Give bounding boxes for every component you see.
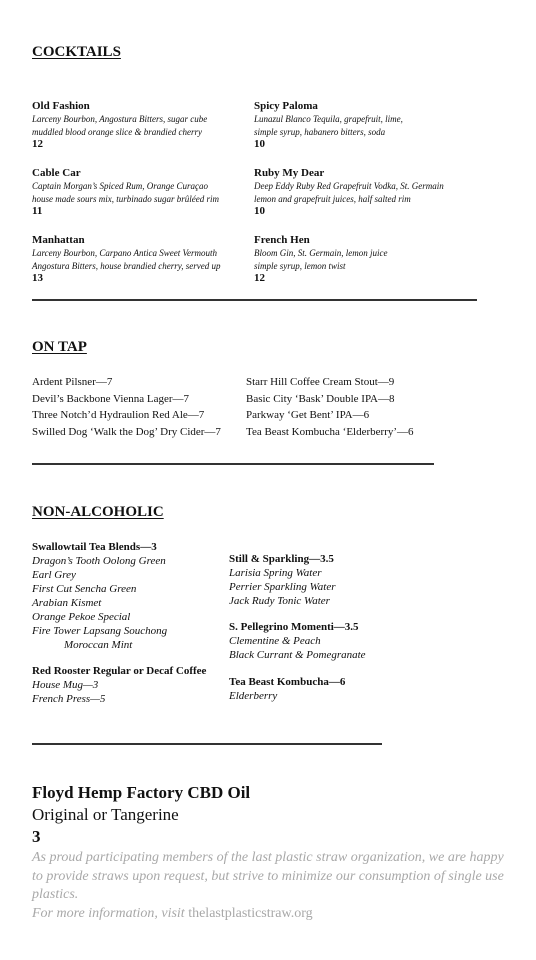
cocktail-manhattan: [32, 233, 272, 285]
tap-item: Basic City ‘Bask’ Double IPA—8: [246, 392, 395, 405]
non-alcoholic-heading: NON-ALCOHOLIC: [32, 504, 164, 520]
cocktail-desc: Lunazul Blanco Tequila, grapefruit, lime,: [254, 114, 403, 124]
tap-list-right: [246, 374, 414, 440]
straw-note-info-prefix: For more information, visit: [32, 905, 189, 921]
cbd-price: 3: [32, 827, 41, 846]
cbd-title: Floyd Hemp Factory CBD Oil: [32, 783, 251, 802]
section-divider: [32, 743, 382, 745]
cocktails-heading: COCKTAILS: [32, 44, 121, 60]
cocktail-desc: Larceny Bourbon, Angostura Bitters, sugar cube: [32, 114, 208, 124]
cocktail-desc: simple syrup, lemon twist: [254, 260, 346, 271]
tap-item: Tea Beast Kombucha ‘Elderberry’—6: [246, 425, 414, 438]
cocktail-price: 10: [254, 138, 265, 150]
water-item: Perrier Sparkling Water: [229, 581, 336, 593]
tea-item: Arabian Kismet: [32, 597, 102, 609]
coffee-group: [32, 664, 206, 706]
cocktail-french-hen: [254, 233, 494, 285]
pellegrino-item: Black Currant & Pomegranate: [229, 649, 366, 661]
tea-item: First Cut Sencha Green: [32, 583, 137, 595]
cocktail-price: 12: [254, 272, 265, 284]
coffee-item: French Press—5: [32, 693, 106, 705]
tea-blends-heading: Swallowtail Tea Blends—3: [32, 541, 157, 553]
tap-item: Devil’s Backbone Vienna Lager—7: [32, 392, 190, 405]
kombucha-heading: Tea Beast Kombucha—6: [229, 676, 346, 688]
tap-list-left: [32, 374, 221, 440]
cocktail-desc: Larceny Bourbon, Carpano Antica Sweet Vermouth: [32, 248, 217, 258]
straw-note: [32, 849, 512, 923]
cocktail-name: Cable Car: [32, 167, 81, 179]
tap-item: Ardent Pilsner—7: [32, 376, 113, 388]
cocktail-price: 12: [32, 138, 43, 150]
cocktail-desc: lemon and grapefruit juices, half salted rim: [254, 193, 411, 204]
cocktail-desc: Angostura Bitters, house brandied cherry, served up: [32, 260, 221, 271]
cocktail-name: Manhattan: [32, 234, 85, 246]
cocktail-name: Spicy Paloma: [254, 100, 318, 112]
tap-item: Three Notch’d Hydraulion Red Ale—7: [32, 409, 205, 421]
tap-item: Starr Hill Coffee Cream Stout—9: [246, 376, 395, 388]
straw-note-info: [32, 905, 512, 924]
straw-org-link[interactable]: thelastplasticstraw.org: [188, 905, 313, 921]
cocktail-desc: Captain Morgan’s Spiced Rum, Orange Curaçao: [32, 181, 208, 191]
tea-item: Orange Pekoe Special: [32, 611, 131, 623]
kombucha-item: Elderberry: [229, 690, 278, 702]
water-item: Jack Rudy Tonic Water: [229, 595, 330, 607]
cocktail-price: 11: [32, 205, 43, 217]
cocktail-name: Old Fashion: [32, 100, 90, 112]
pellegrino-heading: S. Pellegrino Momenti—3.5: [229, 621, 359, 633]
cocktail-old-fashion: [32, 99, 272, 151]
pellegrino-group: [229, 620, 366, 662]
still-sparkling-heading: Still & Sparkling—3.5: [229, 553, 334, 565]
kombucha-group: [229, 675, 345, 703]
cocktail-desc: simple syrup, habanero bitters, soda: [254, 126, 386, 137]
straw-note-text: As proud participating members of the last plastic straw organization, we are happy to provide straws upon request, but strive to minimize our consumption of single use plastics.: [32, 850, 504, 902]
cocktail-desc: Bloom Gin, St. Germain, lemon juice: [254, 248, 388, 258]
cocktail-desc: muddled blood orange slice & brandied cherry: [32, 126, 202, 137]
tea-blends-group: [32, 540, 167, 652]
cocktail-desc: house made sours mix, turbinado sugar brûléed rim: [32, 193, 219, 204]
tea-item: Moroccan Mint: [64, 639, 133, 651]
cocktail-price: 13: [32, 272, 43, 284]
cocktail-ruby-my-dear: [254, 166, 494, 218]
tap-item: Swilled Dog ‘Walk the Dog’ Dry Cider—7: [32, 425, 221, 438]
still-sparkling-group: [229, 552, 336, 608]
cocktail-spicy-paloma: [254, 99, 494, 151]
cbd-subtitle: Original or Tangerine: [32, 805, 179, 824]
tea-item: Dragon’s Tooth Oolong Green: [32, 555, 166, 567]
cocktail-cable-car: [32, 166, 272, 218]
water-item: Larisia Spring Water: [229, 567, 322, 579]
cocktail-name: French Hen: [254, 234, 310, 246]
on-tap-heading: ON TAP: [32, 339, 87, 355]
coffee-heading: Red Rooster Regular or Decaf Coffee: [32, 665, 207, 677]
cocktail-price: 10: [254, 205, 265, 217]
cocktail-desc: Deep Eddy Ruby Red Grapefruit Vodka, St. Germain: [254, 181, 444, 191]
cocktail-name: Ruby My Dear: [254, 167, 325, 179]
section-divider: [32, 463, 434, 465]
tea-item: Fire Tower Lapsang Souchong: [32, 625, 168, 637]
tap-item: Parkway ‘Get Bent’ IPA—6: [246, 409, 370, 421]
tea-item: Earl Grey: [32, 569, 76, 581]
pellegrino-item: Clementine & Peach: [229, 635, 321, 647]
section-divider: [32, 299, 477, 301]
coffee-item: House Mug—3: [32, 679, 99, 691]
